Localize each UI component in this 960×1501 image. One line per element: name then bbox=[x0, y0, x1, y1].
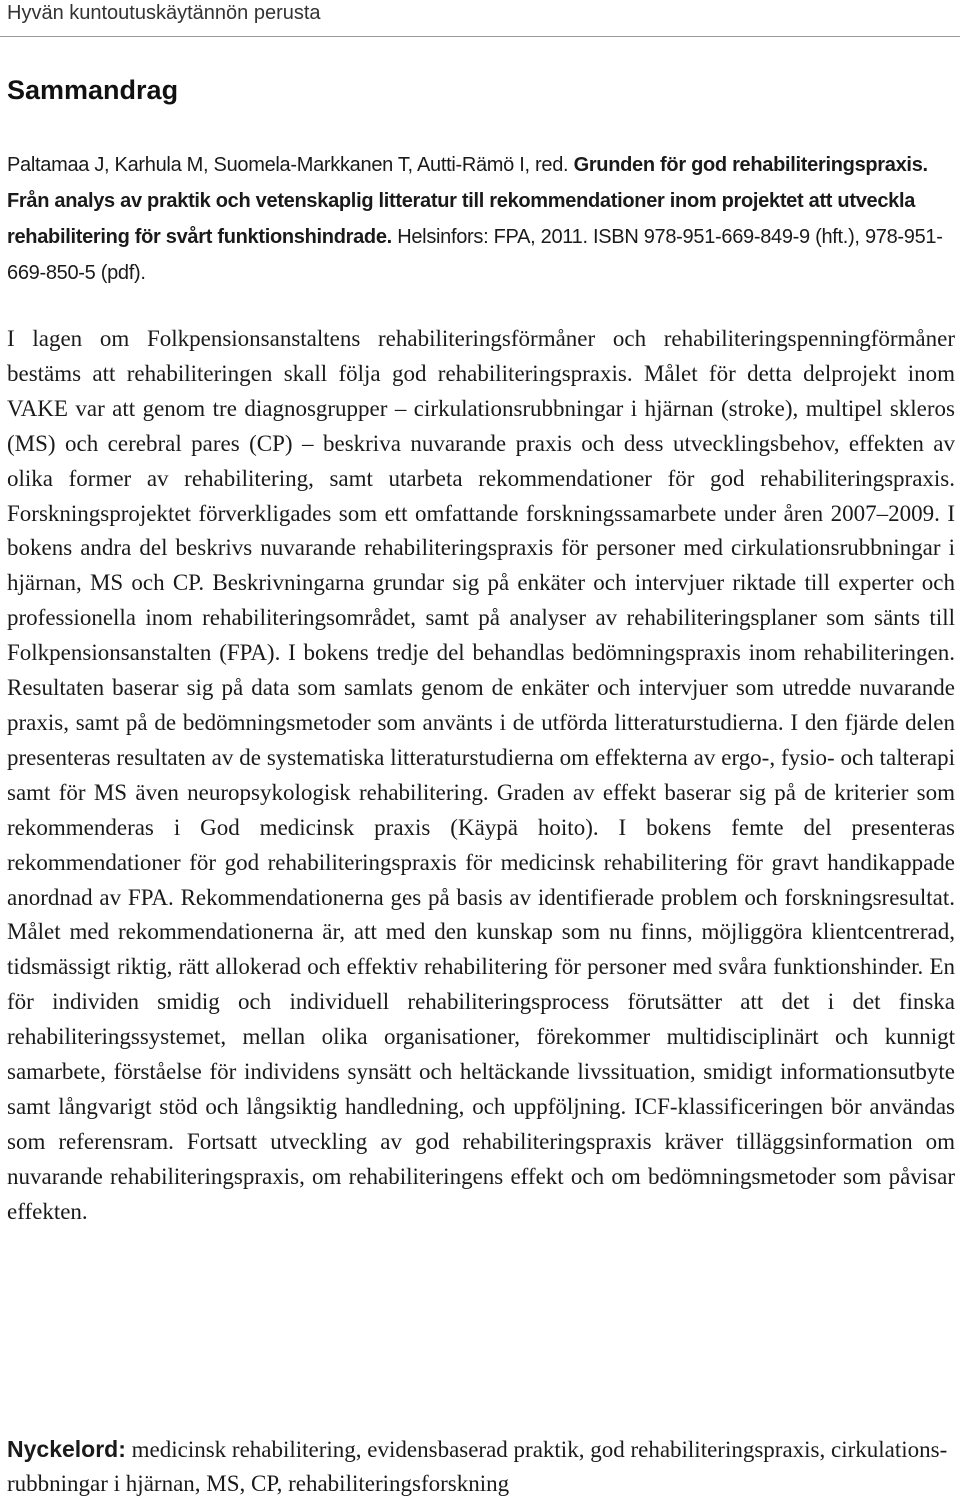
section-title: Sammandrag bbox=[7, 75, 179, 105]
header-divider bbox=[0, 36, 960, 37]
running-header-title: Hyvän kuntoutuskäytännön perusta bbox=[7, 2, 321, 24]
citation-publication: Helsinfors: FPA, 2011. ISBN 978-951-669-849-9 (hft.), 978-951-669-850-5 (pdf). bbox=[7, 226, 943, 284]
citation-title: Grunden för god rehabiliteringspraxis. Från analys av praktik och vetenskaplig litteratur till rekommendationer inom projektet att utveckla rehabilitering för svårt funktionshindrade. bbox=[7, 154, 928, 248]
citation bbox=[7, 147, 955, 291]
keywords-list: medicinsk rehabilitering, evidensbaserad praktik, god rehabiliteringspraxis, cirkulations-rubbningar i hjärnan, MS, CP, rehabiliteringsforskning bbox=[7, 1437, 948, 1496]
abstract-paragraph: I lagen om Folkpensionsanstaltens rehabiliteringsförmåner och rehabiliteringspenningförmåner bestäms att rehabiliteringen skall följa god rehabiliteringspraxis. Målet för detta delprojekt inom VAKE var att genom tre diagnosgrupper – cirkulationsrubbningar i hjärnan (stroke), multipel skleros (MS) och cerebral pares (CP) – beskriva nuvarande praxis och dess utvecklingsbehov, effekten av olika former av rehabilitering, samt utarbeta rekommendationer för god rehabiliteringspraxis. Forskningsprojektet förverkligades som ett omfattande forskningssamarbete under åren 2007–2009. I bokens andra del beskrivs nuvarande rehabiliteringspraxis för personer med cirkulationsrubbningar i hjärnan, MS och CP. Beskrivningarna grundar sig på enkäter och intervjuer riktade till experter och professionella inom rehabiliteringsområdet, samt på analyser av rehabiliteringsplaner som sänts till Folkpensionsanstalten (FPA). I bokens tredje del behandlas bedömningspraxis inom rehabiliteringen. Resultaten baserar sig på data som samlats genom de enkäter och intervjuer som utredde nuvarande praxis, samt på de bedömningsmetoder som använts i de utförda litteraturstudierna. I den fjärde delen presenteras resultaten av de systematiska litteraturstudierna om effekterna av ergo-, fysio- och talterapi samt för MS även neuropsykologisk rehabilitering. Graden av effekt baserar sig på de kriterier som rekommenderas i God medicinsk praxis (Käypä hoito). I bokens femte del presenteras rekommendationer för god rehabiliteringspraxis för medicinsk rehabilitering för gravt handikappade anordnad av FPA. Rekommendationerna ges på basis av identifierade problem och forskningsresultat. Målet med rekommendationerna är, att med den kunskap som nu finns, möjliggöra klientcentrerad, tidsmässigt riktig, rätt allokerad och effektiv rehabilitering för personer med svåra funktionshinder. En för individen smidig och individuell rehabiliteringsprocess förutsätter att det i det finska rehabiliteringssystemet, mellan olika organisationer, förekommer multidisciplinärt och kunnigt samarbete, förståelse för individens synsätt och heltäckande livssituation, smidigt informationsutbyte samt långvarigt stöd och långsiktig handledning, och uppföljning. ICF-klassificeringen bör användas som referensram. Fortsatt utveckling av god rehabiliteringspraxis kräver tilläggsinformation om nuvarande rehabiliteringspraxis, om rehabiliteringens effekt och om bedömningsmetoder som påvisar effekten. bbox=[7, 326, 955, 1224]
citation-authors: Paltamaa J, Karhula M, Suomela-Markkanen T, Autti-Rämö I, red. bbox=[7, 154, 569, 176]
keywords bbox=[7, 1432, 955, 1501]
keywords-label: Nyckelord: bbox=[7, 1436, 126, 1462]
